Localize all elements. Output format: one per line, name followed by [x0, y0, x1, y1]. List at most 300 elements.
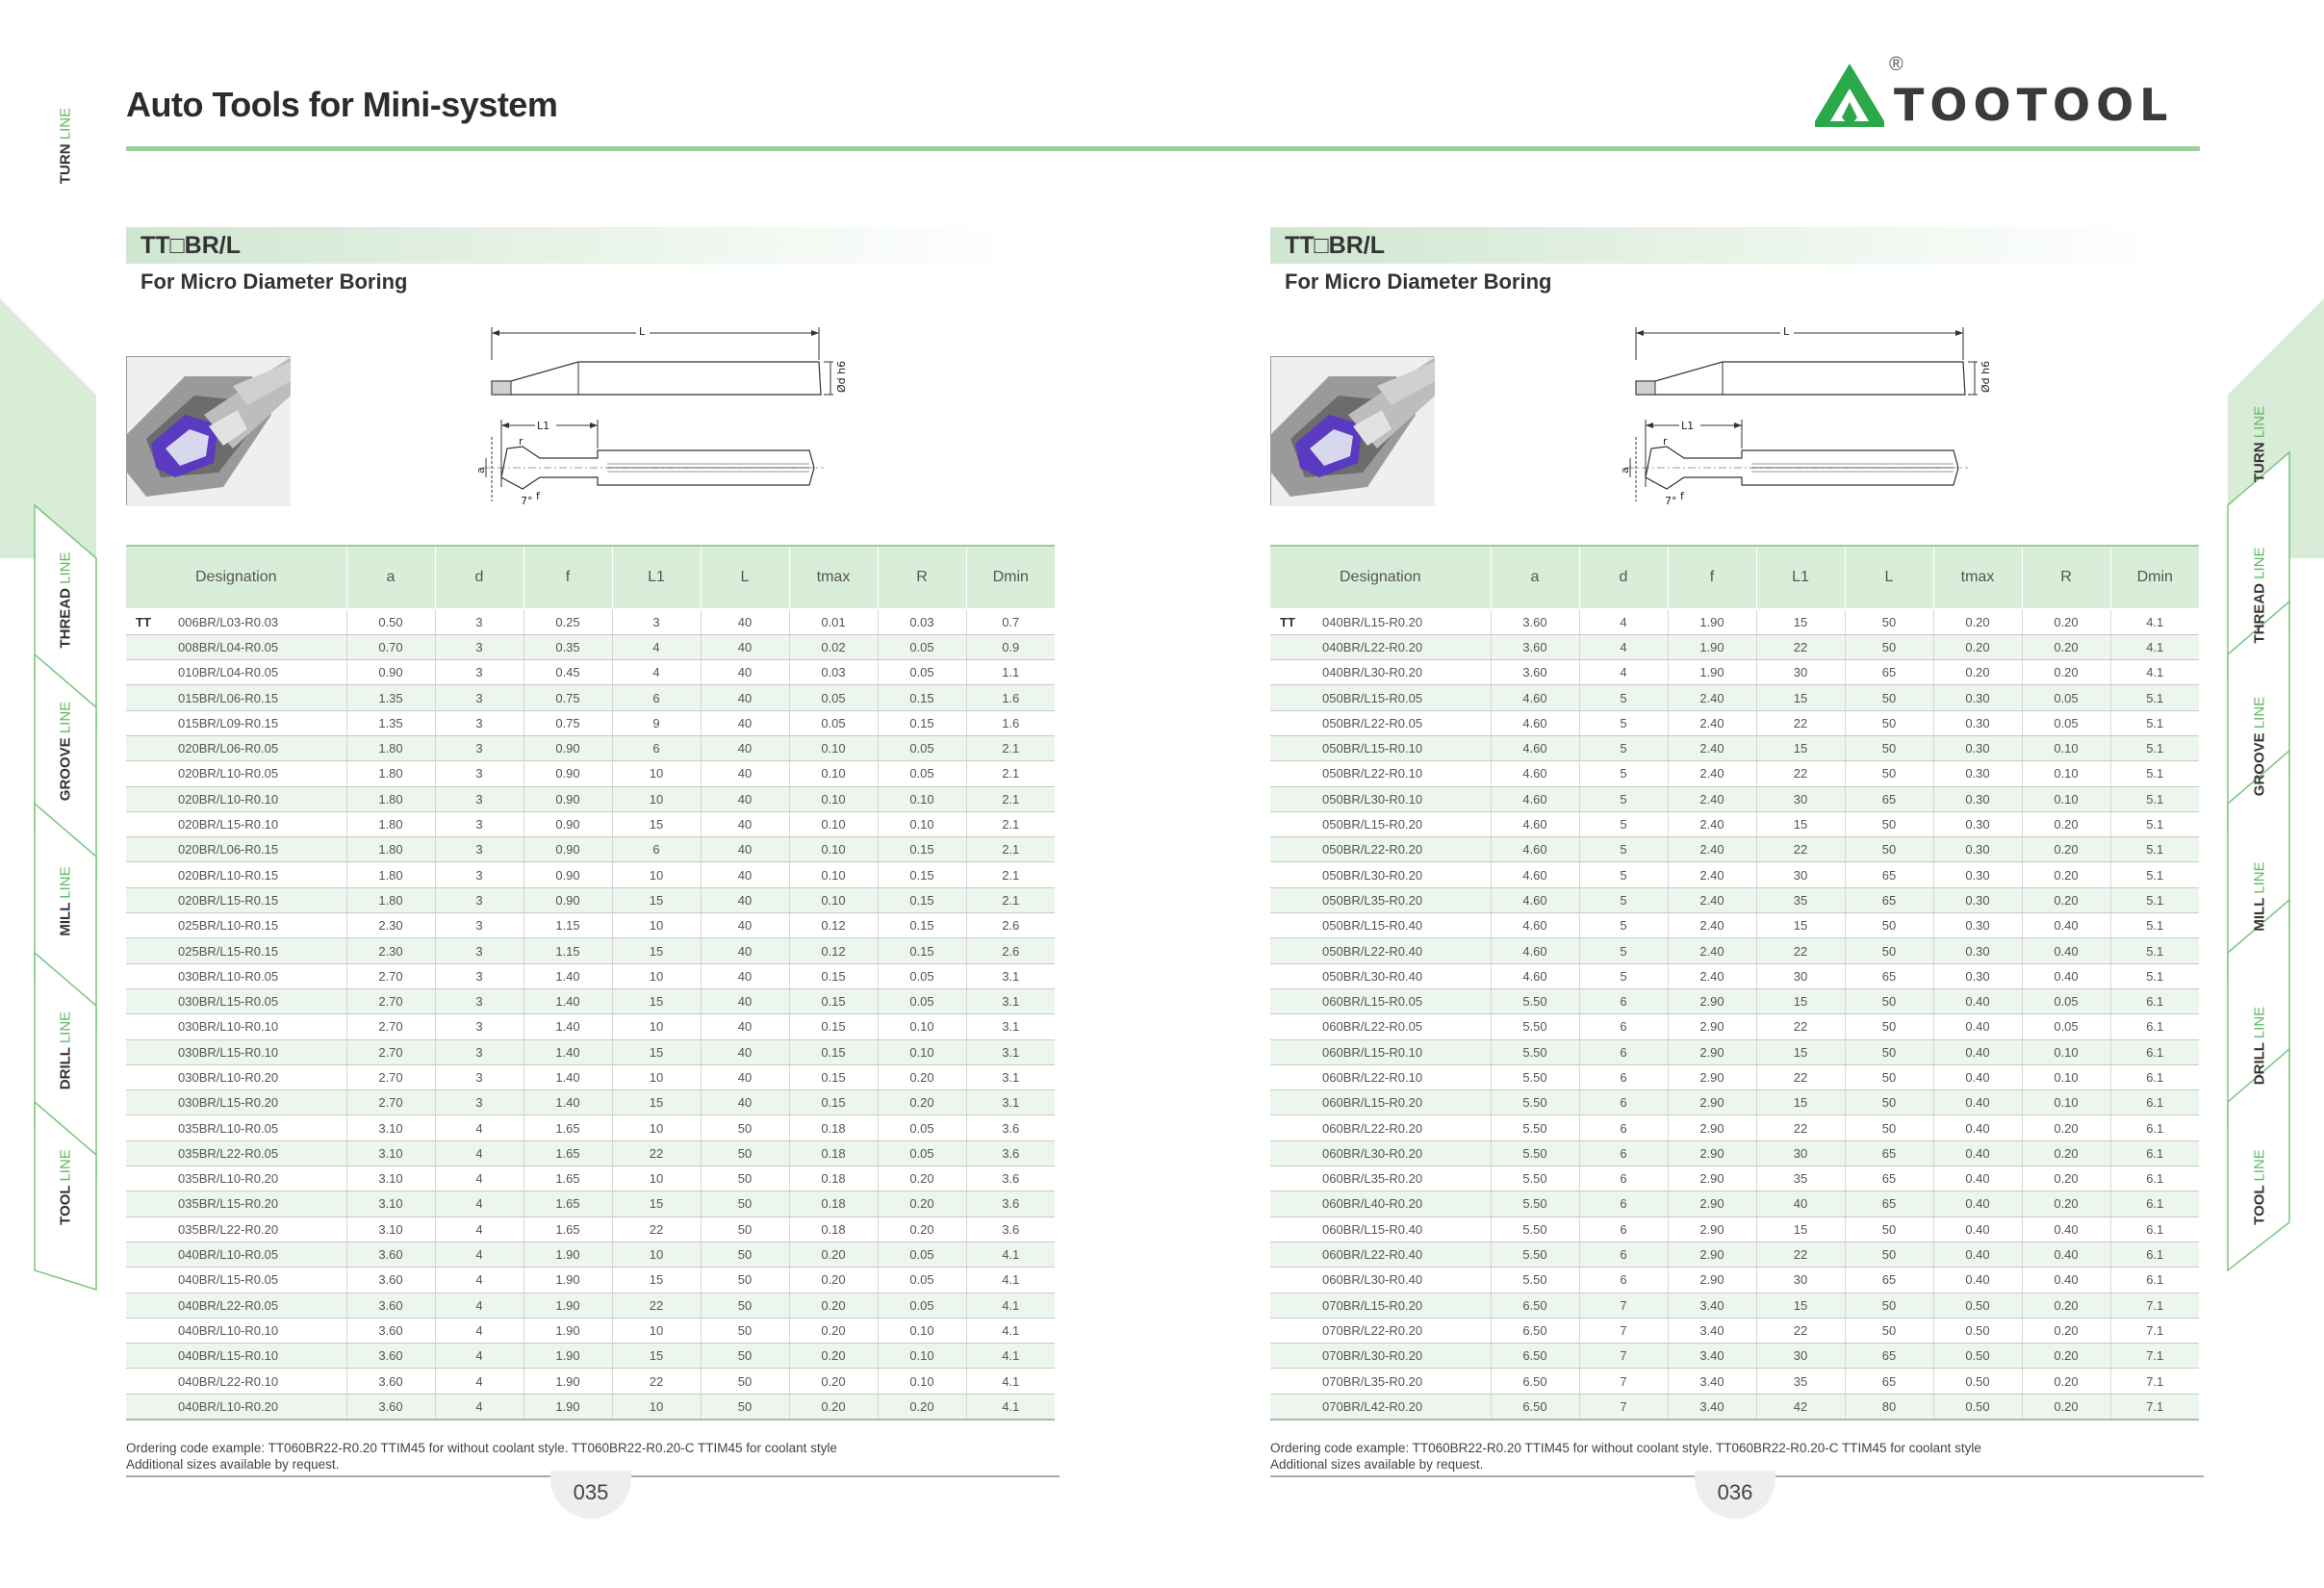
cell-d: 4: [435, 1268, 524, 1293]
cell-l: 40: [701, 660, 789, 685]
cell-l: 40: [701, 761, 789, 786]
cell-a: 1.80: [346, 811, 435, 836]
cell-tmax: 0.15: [789, 1064, 878, 1089]
col-f: f: [524, 546, 612, 609]
cell-a: 5.50: [1491, 1014, 1579, 1039]
cell-l1: 15: [1756, 1217, 1845, 1242]
cell-d: 5: [1579, 685, 1668, 710]
section-title: TT□BR/L: [140, 232, 241, 259]
cell-d: 3: [435, 1064, 524, 1089]
col-d: d: [435, 546, 524, 609]
cell-l: 50: [1845, 1090, 1933, 1115]
cell-l: 40: [701, 963, 789, 988]
table-row: [1270, 710, 2199, 735]
cell-d: 6: [1579, 1191, 1668, 1217]
designation-prefix: [126, 811, 165, 836]
cell-l: 65: [1845, 1369, 1933, 1394]
cell-d: 3: [435, 761, 524, 786]
cell-l1: 4: [612, 660, 701, 685]
cell-l: 40: [701, 1064, 789, 1089]
cell-d: 3: [435, 938, 524, 963]
cell-designation: 060BR/L15-R0.40: [1309, 1217, 1491, 1242]
cell-designation: 060BR/L30-R0.40: [1309, 1268, 1491, 1293]
cell-f: 2.40: [1668, 837, 1756, 862]
ordering-note: [1270, 1440, 1981, 1473]
cell-tmax: 0.10: [789, 735, 878, 760]
tab-tool-line-left[interactable]: TOOL LINE: [57, 1149, 74, 1225]
cell-r: 0.05: [2022, 1014, 2110, 1039]
cell-l1: 15: [612, 1191, 701, 1217]
table-row: [126, 1242, 1055, 1267]
cell-a: 5.50: [1491, 1217, 1579, 1242]
cell-l: 50: [1845, 685, 1933, 710]
cell-designation: 040BR/L10-R0.05: [165, 1242, 346, 1267]
cell-f: 0.90: [524, 837, 612, 862]
cell-d: 7: [1579, 1293, 1668, 1318]
cell-a: 1.35: [346, 710, 435, 735]
cell-d: 4: [435, 1344, 524, 1369]
table-row: [126, 786, 1055, 811]
cell-dmin: 6.1: [2110, 1090, 2199, 1115]
cell-l1: 22: [1756, 710, 1845, 735]
cell-f: 2.90: [1668, 1140, 1756, 1165]
cell-d: 5: [1579, 837, 1668, 862]
cell-a: 5.50: [1491, 1115, 1579, 1140]
svg-text:Ød h6: Ød h6: [835, 360, 848, 393]
availability-note: Additional sizes available by request.: [126, 1457, 340, 1472]
cell-tmax: 0.30: [1933, 913, 2022, 938]
designation-prefix: [126, 1217, 165, 1242]
cell-l1: 10: [612, 1166, 701, 1191]
cell-designation: 060BR/L22-R0.20: [1309, 1115, 1491, 1140]
svg-text:7°: 7°: [1665, 495, 1677, 507]
cell-l: 50: [701, 1268, 789, 1293]
cell-l: 40: [701, 786, 789, 811]
tab-thread-line-right[interactable]: THREAD LINE: [2251, 547, 2268, 644]
tab-turn-line-right[interactable]: TURN LINE: [2251, 405, 2268, 483]
designation-prefix: [1270, 963, 1309, 988]
cell-d: 4: [1579, 660, 1668, 685]
cell-dmin: 6.1: [2110, 1039, 2199, 1064]
cell-f: 1.65: [524, 1140, 612, 1165]
designation-prefix: [126, 660, 165, 685]
cell-l1: 22: [612, 1293, 701, 1318]
table-row: [126, 1039, 1055, 1064]
cell-tmax: 0.30: [1933, 938, 2022, 963]
cell-l1: 40: [1756, 1191, 1845, 1217]
tab-tool-line-right[interactable]: TOOL LINE: [2251, 1149, 2268, 1225]
cell-tmax: 0.10: [789, 887, 878, 912]
cell-d: 3: [435, 913, 524, 938]
cell-l1: 15: [612, 1344, 701, 1369]
cell-l: 40: [701, 913, 789, 938]
cell-dmin: 2.1: [966, 862, 1055, 887]
table-row: [1270, 1318, 2199, 1343]
designation-prefix: [126, 786, 165, 811]
cell-f: 1.40: [524, 1039, 612, 1064]
designation-prefix: [1270, 1242, 1309, 1267]
cell-designation: 050BR/L15-R0.40: [1309, 913, 1491, 938]
cell-l: 50: [1845, 735, 1933, 760]
cell-d: 5: [1579, 963, 1668, 988]
cell-l1: 10: [612, 1064, 701, 1089]
designation-prefix: [126, 1115, 165, 1140]
tab-groove-line-right[interactable]: GROOVE LINE: [2251, 696, 2268, 797]
table-row: [1270, 811, 2199, 836]
cell-l: 50: [1845, 1039, 1933, 1064]
cell-f: 2.90: [1668, 1039, 1756, 1064]
cell-d: 6: [1579, 988, 1668, 1013]
designation-prefix: [1270, 1394, 1309, 1419]
cell-designation: 020BR/L06-R0.15: [165, 837, 346, 862]
table-row: [1270, 1039, 2199, 1064]
table-header: [126, 546, 1055, 609]
cell-f: 1.90: [524, 1268, 612, 1293]
col-dmin: Dmin: [966, 546, 1055, 609]
cell-dmin: 0.9: [966, 634, 1055, 659]
cell-dmin: 3.6: [966, 1115, 1055, 1140]
cell-dmin: 5.1: [2110, 837, 2199, 862]
designation-prefix: [1270, 660, 1309, 685]
table-row: [1270, 1268, 2199, 1293]
cell-r: 0.05: [878, 963, 966, 988]
designation-prefix: [1270, 1268, 1309, 1293]
cell-designation: 035BR/L10-R0.05: [165, 1115, 346, 1140]
cell-d: 6: [1579, 1014, 1668, 1039]
col-tmax: tmax: [1933, 546, 2022, 609]
cell-l: 40: [701, 1014, 789, 1039]
cell-dmin: 7.1: [2110, 1318, 2199, 1343]
tool-drawing: [1619, 323, 2107, 511]
designation-prefix: [1270, 1318, 1309, 1343]
cell-tmax: 0.03: [789, 660, 878, 685]
cell-f: 1.65: [524, 1191, 612, 1217]
cell-dmin: 5.1: [2110, 685, 2199, 710]
designation-prefix: [126, 963, 165, 988]
cell-a: 4.60: [1491, 685, 1579, 710]
cell-designation: 050BR/L30-R0.40: [1309, 963, 1491, 988]
cell-designation: 015BR/L06-R0.15: [165, 685, 346, 710]
section-subtitle: For Micro Diameter Boring: [140, 269, 408, 294]
cell-a: 1.35: [346, 685, 435, 710]
cell-r: 0.40: [2022, 1242, 2110, 1267]
cell-dmin: 6.1: [2110, 1014, 2199, 1039]
cell-l: 50: [1845, 634, 1933, 659]
cell-a: 4.60: [1491, 887, 1579, 912]
cell-l: 50: [1845, 938, 1933, 963]
cell-a: 4.60: [1491, 761, 1579, 786]
designation-prefix: [1270, 1115, 1309, 1140]
cell-tmax: 0.20: [1933, 660, 2022, 685]
tab-drill-line-right[interactable]: DRILL LINE: [2251, 1006, 2268, 1086]
tab-mill-line-right[interactable]: MILL LINE: [2251, 861, 2268, 932]
cell-l1: 30: [1756, 1268, 1845, 1293]
cell-a: 1.80: [346, 837, 435, 862]
cell-f: 3.40: [1668, 1318, 1756, 1343]
cell-r: 0.20: [2022, 660, 2110, 685]
cell-tmax: 0.15: [789, 1090, 878, 1115]
cell-tmax: 0.50: [1933, 1293, 2022, 1318]
cell-a: 0.50: [346, 609, 435, 634]
cell-f: 2.40: [1668, 862, 1756, 887]
cell-tmax: 0.15: [789, 988, 878, 1013]
cell-dmin: 3.6: [966, 1191, 1055, 1217]
designation-prefix: [1270, 1369, 1309, 1394]
cell-d: 4: [435, 1318, 524, 1343]
section-title: TT□BR/L: [1285, 232, 1385, 259]
cell-designation: 035BR/L22-R0.05: [165, 1140, 346, 1165]
cell-dmin: 3.1: [966, 1039, 1055, 1064]
cell-tmax: 0.05: [789, 685, 878, 710]
cell-tmax: 0.20: [789, 1344, 878, 1369]
designation-prefix: [1270, 887, 1309, 912]
cell-dmin: 5.1: [2110, 735, 2199, 760]
cell-designation: 040BR/L15-R0.10: [165, 1344, 346, 1369]
svg-text:L: L: [1783, 325, 1790, 338]
page-number: 035: [550, 1471, 631, 1519]
cell-l: 65: [1845, 862, 1933, 887]
cell-f: 2.90: [1668, 1217, 1756, 1242]
cell-r: 0.10: [2022, 1039, 2110, 1064]
cell-l1: 10: [612, 963, 701, 988]
svg-text:7°: 7°: [521, 495, 533, 507]
cell-dmin: 6.1: [2110, 1115, 2199, 1140]
table-row: [1270, 1191, 2199, 1217]
designation-prefix: [1270, 811, 1309, 836]
col-l1: L1: [1756, 546, 1845, 609]
cell-l: 40: [701, 1090, 789, 1115]
table-row: [1270, 1064, 2199, 1089]
cell-l1: 6: [612, 837, 701, 862]
cell-a: 2.70: [346, 1064, 435, 1089]
cell-designation: 020BR/L15-R0.15: [165, 887, 346, 912]
cell-f: 2.40: [1668, 913, 1756, 938]
cell-tmax: 0.50: [1933, 1318, 2022, 1343]
table-row: [126, 862, 1055, 887]
designation-prefix: [126, 1140, 165, 1165]
cell-a: 3.60: [346, 1344, 435, 1369]
cell-f: 1.40: [524, 1064, 612, 1089]
designation-prefix: [126, 710, 165, 735]
cell-l: 50: [1845, 1293, 1933, 1318]
designation-prefix: [1270, 862, 1309, 887]
designation-prefix: [1270, 786, 1309, 811]
cell-r: 0.20: [878, 1191, 966, 1217]
cell-r: 0.20: [2022, 1191, 2110, 1217]
cell-tmax: 0.30: [1933, 887, 2022, 912]
cell-r: 0.10: [2022, 761, 2110, 786]
cell-r: 0.40: [2022, 913, 2110, 938]
cell-dmin: 7.1: [2110, 1369, 2199, 1394]
table-row: [126, 1166, 1055, 1191]
cell-a: 1.80: [346, 786, 435, 811]
cell-l1: 15: [1756, 913, 1845, 938]
cell-d: 4: [435, 1166, 524, 1191]
cell-designation: 010BR/L04-R0.05: [165, 660, 346, 685]
cell-designation: 020BR/L10-R0.10: [165, 786, 346, 811]
cell-dmin: 3.1: [966, 988, 1055, 1013]
cell-d: 3: [435, 862, 524, 887]
cell-r: 0.05: [878, 634, 966, 659]
cell-r: 0.05: [878, 1115, 966, 1140]
cell-l1: 15: [612, 1090, 701, 1115]
cell-l: 50: [1845, 1064, 1933, 1089]
cell-a: 3.60: [1491, 609, 1579, 634]
cell-dmin: 6.1: [2110, 1268, 2199, 1293]
table-row: [1270, 660, 2199, 685]
cell-l1: 15: [1756, 1293, 1845, 1318]
cell-l1: 15: [1756, 988, 1845, 1013]
spec-table-left: [126, 545, 1055, 1421]
designation-prefix: [1270, 1293, 1309, 1318]
cell-d: 3: [435, 887, 524, 912]
table-row: [1270, 1242, 2199, 1267]
designation-prefix: [126, 685, 165, 710]
cell-l1: 15: [1756, 1039, 1845, 1064]
cell-designation: 050BR/L30-R0.10: [1309, 786, 1491, 811]
page-number: 036: [1695, 1471, 1775, 1519]
tab-groove-line-left[interactable]: GROOVE LINE: [57, 701, 74, 802]
tab-thread-line-left[interactable]: THREAD LINE: [57, 551, 74, 649]
cell-l: 50: [701, 1242, 789, 1267]
cell-l1: 10: [612, 786, 701, 811]
cell-d: 5: [1579, 887, 1668, 912]
cell-l: 65: [1845, 1191, 1933, 1217]
cell-d: 5: [1579, 786, 1668, 811]
cell-a: 6.50: [1491, 1293, 1579, 1318]
cell-f: 3.40: [1668, 1369, 1756, 1394]
cell-l: 50: [1845, 1318, 1933, 1343]
cell-designation: 070BR/L30-R0.20: [1309, 1344, 1491, 1369]
cell-a: 4.60: [1491, 913, 1579, 938]
tab-mill-line-left[interactable]: MILL LINE: [57, 866, 74, 936]
cell-f: 1.15: [524, 938, 612, 963]
cell-l1: 15: [1756, 685, 1845, 710]
cell-f: 1.90: [1668, 609, 1756, 634]
cell-designation: 060BR/L15-R0.05: [1309, 988, 1491, 1013]
cell-designation: 060BR/L30-R0.20: [1309, 1140, 1491, 1165]
cell-a: 0.90: [346, 660, 435, 685]
cell-designation: 070BR/L35-R0.20: [1309, 1369, 1491, 1394]
cell-a: 1.80: [346, 761, 435, 786]
cell-tmax: 0.30: [1933, 710, 2022, 735]
cell-designation: 060BR/L35-R0.20: [1309, 1166, 1491, 1191]
cell-a: 3.60: [1491, 660, 1579, 685]
cell-a: 6.50: [1491, 1318, 1579, 1343]
designation-prefix: [1270, 938, 1309, 963]
designation-prefix: TT: [1270, 609, 1309, 634]
cell-tmax: 0.18: [789, 1115, 878, 1140]
cell-r: 0.10: [2022, 786, 2110, 811]
cell-tmax: 0.30: [1933, 685, 2022, 710]
cell-dmin: 5.1: [2110, 887, 2199, 912]
cell-d: 6: [1579, 1140, 1668, 1165]
cell-designation: 060BR/L15-R0.20: [1309, 1090, 1491, 1115]
designation-prefix: [1270, 837, 1309, 862]
cell-r: 0.10: [878, 1039, 966, 1064]
cell-r: 0.20: [2022, 1166, 2110, 1191]
cell-r: 0.10: [878, 1014, 966, 1039]
cell-tmax: 0.30: [1933, 963, 2022, 988]
col-l: L: [701, 546, 789, 609]
cell-dmin: 3.6: [966, 1217, 1055, 1242]
cell-tmax: 0.40: [1933, 1140, 2022, 1165]
page-title: Auto Tools for Mini-system: [126, 85, 558, 124]
cell-f: 1.40: [524, 1090, 612, 1115]
cell-dmin: 4.1: [966, 1369, 1055, 1394]
cell-l1: 22: [1756, 938, 1845, 963]
cell-d: 6: [1579, 1064, 1668, 1089]
cell-l: 50: [1845, 710, 1933, 735]
svg-text:f: f: [1680, 490, 1684, 502]
table-row: [126, 887, 1055, 912]
cell-tmax: 0.50: [1933, 1394, 2022, 1419]
cell-designation: 050BR/L30-R0.20: [1309, 862, 1491, 887]
cell-l: 50: [1845, 1217, 1933, 1242]
cell-l1: 10: [612, 1318, 701, 1343]
cell-l: 50: [1845, 1115, 1933, 1140]
cell-d: 6: [1579, 1039, 1668, 1064]
cell-r: 0.10: [878, 1344, 966, 1369]
cell-d: 5: [1579, 735, 1668, 760]
cell-f: 0.90: [524, 735, 612, 760]
cell-r: 0.20: [2022, 1140, 2110, 1165]
cell-f: 2.90: [1668, 1242, 1756, 1267]
cell-designation: 040BR/L22-R0.05: [165, 1293, 346, 1318]
svg-text:f: f: [536, 490, 540, 502]
cell-tmax: 0.20: [789, 1293, 878, 1318]
cell-l: 50: [701, 1166, 789, 1191]
designation-prefix: [1270, 1140, 1309, 1165]
cell-r: 0.20: [878, 1166, 966, 1191]
designation-prefix: [126, 1344, 165, 1369]
tab-turn-line-left[interactable]: TURN LINE: [57, 107, 74, 185]
cell-dmin: 3.1: [966, 963, 1055, 988]
table-row: [126, 988, 1055, 1013]
designation-prefix: [126, 1369, 165, 1394]
cell-a: 3.10: [346, 1191, 435, 1217]
cell-a: 5.50: [1491, 988, 1579, 1013]
cell-designation: 060BR/L22-R0.40: [1309, 1242, 1491, 1267]
cell-f: 0.45: [524, 660, 612, 685]
cell-a: 5.50: [1491, 1090, 1579, 1115]
cell-tmax: 0.30: [1933, 786, 2022, 811]
cell-r: 0.05: [878, 1140, 966, 1165]
cell-dmin: 2.6: [966, 913, 1055, 938]
cell-r: 0.05: [2022, 988, 2110, 1013]
cell-a: 0.70: [346, 634, 435, 659]
tab-drill-line-left[interactable]: DRILL LINE: [57, 1011, 74, 1090]
tool-photo: [1270, 356, 1434, 505]
cell-l1: 15: [612, 938, 701, 963]
cell-l: 65: [1845, 1344, 1933, 1369]
cell-r: 0.40: [2022, 963, 2110, 988]
cell-dmin: 1.6: [966, 685, 1055, 710]
cell-tmax: 0.40: [1933, 1191, 2022, 1217]
cell-tmax: 0.30: [1933, 862, 2022, 887]
cell-l1: 15: [612, 1039, 701, 1064]
designation-prefix: [126, 1268, 165, 1293]
cell-l1: 30: [1756, 786, 1845, 811]
cell-a: 4.60: [1491, 963, 1579, 988]
designation-prefix: [1270, 761, 1309, 786]
cell-l: 40: [701, 988, 789, 1013]
designation-prefix: [126, 913, 165, 938]
cell-f: 2.90: [1668, 1090, 1756, 1115]
cell-a: 2.30: [346, 938, 435, 963]
spec-table-right: [1270, 545, 2199, 1421]
table-row: [126, 660, 1055, 685]
